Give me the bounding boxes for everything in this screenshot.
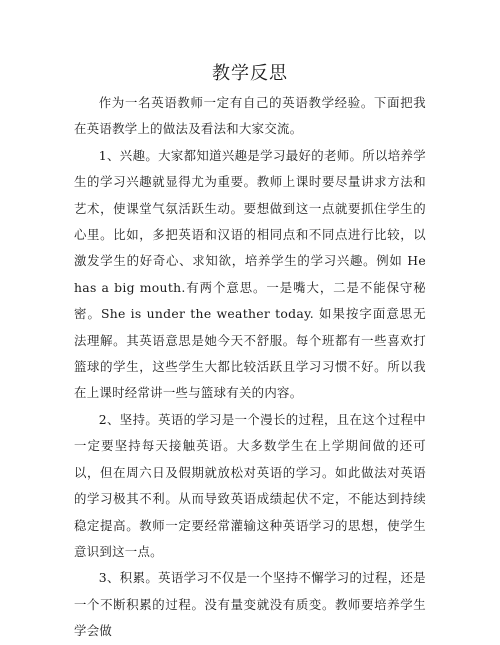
paragraph-interest: 1、兴趣。大家都知道兴趣是学习最好的老师。所以培养学生的学习兴趣就显得尤为重要。教师上课时要尽量讲求方法和艺术，使课堂气氛活跃生动。要想做到这一点就要抓住学生的心里。比如，多把英语和汉语的相同点和不同点进行比较，以激发学生的好奇心、求知欲，培养学生的学习兴趣。例如 He has a big mouth.有两个意思。一是嘴大，二是不能保守秘密。She is under the weather today. 如果按字面意思无法理解。其英语意思是她今天不舒服。每个班都有一些喜欢打篮球的学生，这些学生大都比较活跃且学习习惯不好。所以我在上课时经常讲一些与篮球有关的内容。 (74, 147, 426, 401)
paragraph-accumulation: 3、积累。英语学习不仅是一个坚持不懈学习的过程，还是一个不断积累的过程。没有量变就没有质变。教师要培养学生学会做 (74, 570, 426, 639)
document-title: 教学反思 (212, 63, 288, 84)
paragraph-intro: 作为一名英语教师一定有自己的英语教学经验。下面把我在英语教学上的做法及看法和大家交流。 (74, 95, 426, 137)
paragraph-persistence: 2、坚持。英语的学习是一个漫长的过程，且在这个过程中一定要坚持每天接触英语。大多数学生在上学期间做的还可以，但在周六日及假期就放松对英语的学习。如此做法对英语的学习极其不利。从而导致英语成绩起伏不定，不能达到持续稳定提高。教师一定要经常灌输这种英语学习的思想，使学生意识到这一点。 (74, 411, 426, 559)
document-body (74, 90, 426, 639)
